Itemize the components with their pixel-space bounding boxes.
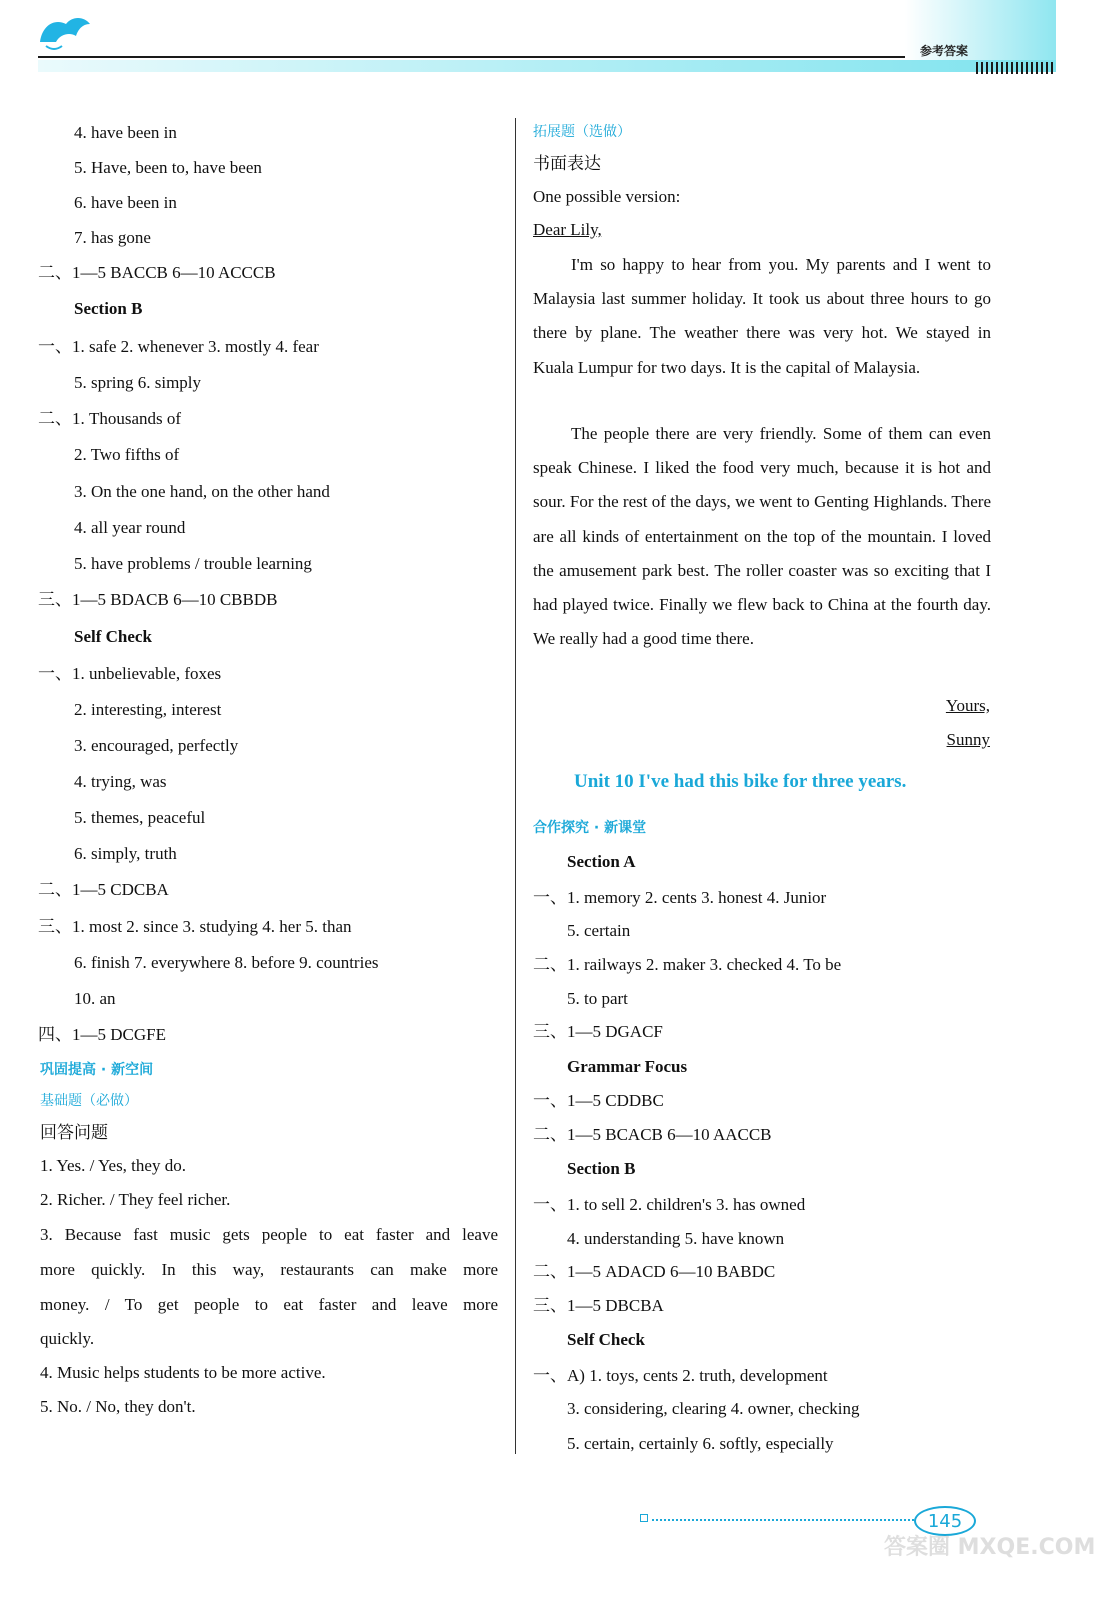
answer-line: 一、1—5 CDDBC — [533, 1091, 664, 1110]
answer-line: 4. have been in — [74, 123, 177, 142]
section-title-cyan: 合作探究 · 新课堂 — [533, 820, 647, 836]
answer-line: 2. Richer. / They feel richer. — [40, 1190, 231, 1209]
header-rule — [38, 56, 972, 58]
answer-line: quickly. — [40, 1329, 95, 1348]
answer-line: 一、1. safe 2. whenever 3. mostly 4. fear — [38, 337, 319, 356]
header-ticks — [976, 62, 1054, 74]
answer-line: 6. have been in — [74, 193, 177, 212]
answer-line: 4. understanding 5. have known — [567, 1229, 785, 1248]
answer-line: 二、1—5 BACCB 6—10 ACCCB — [38, 263, 276, 282]
answer-line: 3. Because fast music gets people to eat faster and leave — [40, 1225, 498, 1244]
section-heading: Section B — [567, 1159, 636, 1178]
header — [0, 0, 1096, 80]
watermark: 答案圈 MXQE.COM — [884, 1535, 1096, 1560]
letter-signature: Sunny — [946, 730, 990, 749]
answer-line: 二、1—5 ADACD 6—10 BABDC — [533, 1262, 776, 1281]
letter-paragraph-2: The people there are very friendly. Some of them can even speak Chinese. I liked the food very much, because it is hot and sour. For the rest of the days, we went to Genting Highlands. There are all kinds of entertainment on the top of the mountain. I loved the amusement park best. The roller coaster was so exciting that I had played twice. Finally we flew back to China at the fourth day. We really had a good time there. — [533, 424, 991, 649]
answer-line: 2. interesting, interest — [74, 700, 222, 719]
version-label: One possible version: — [533, 187, 681, 206]
answer-line: 二、1. Thousands of — [38, 409, 182, 428]
answer-line: 5. Have, been to, have been — [74, 158, 262, 177]
subsection-title-cyan: 拓展题（选做） — [533, 124, 631, 140]
answer-line: 2. Two fifths of — [74, 445, 180, 464]
answer-line: 5. No. / No, they don't. — [40, 1397, 196, 1416]
answer-line: 三、1—5 DBCBA — [533, 1296, 664, 1315]
answer-line: money. / To get people to eat faster and leave more — [40, 1295, 498, 1314]
answer-line: 1. Yes. / Yes, they do. — [40, 1156, 186, 1175]
section-heading: Self Check — [74, 627, 152, 646]
section-heading: Section A — [567, 852, 636, 871]
letter-closing: Yours, — [945, 696, 990, 715]
answer-line: 一、1. to sell 2. children's 3. has owned — [533, 1195, 806, 1214]
section-heading: Grammar Focus — [567, 1057, 688, 1076]
letter-greeting: Dear Lily, — [533, 220, 602, 239]
logo-icon — [36, 12, 92, 54]
answer-line: 3. encouraged, perfectly — [74, 736, 239, 755]
answer-line: 一、A) 1. toys, cents 2. truth, development — [533, 1366, 828, 1385]
section-heading: Section B — [74, 299, 143, 318]
letter-paragraph-1: I'm so happy to hear from you. My parents and I went to Malaysia last summer holiday. It took us about three hours to go there by plane. The weather there was very hot. We stayed in Kuala Lumpur for two days. It is the capital of Malaysia. — [533, 255, 991, 377]
column-divider — [515, 118, 516, 1454]
answer-line: 4. all year round — [74, 518, 186, 537]
task-label: 回答问题 — [40, 1123, 108, 1142]
answer-line: 一、1. unbelievable, foxes — [38, 664, 222, 683]
answer-line: 7. has gone — [74, 228, 151, 247]
answer-line: 三、1—5 DGACF — [533, 1022, 663, 1041]
answer-line: 4. trying, was — [74, 772, 167, 791]
section-heading: Self Check — [567, 1330, 645, 1349]
answer-line: 5. themes, peaceful — [74, 808, 206, 827]
answer-line: 三、1. most 2. since 3. studying 4. her 5. than — [38, 917, 352, 936]
answer-line: 6. finish 7. everywhere 8. before 9. countries — [74, 953, 379, 972]
answer-line: 一、1. memory 2. cents 3. honest 4. Junior — [533, 888, 827, 907]
subsection-title-cyan: 基础题（必做） — [40, 1093, 138, 1109]
answer-line: 四、1—5 DCGFE — [38, 1025, 166, 1044]
answer-line: 5. to part — [567, 989, 628, 1008]
answer-line: 5. certain, certainly 6. softly, especially — [567, 1434, 834, 1453]
section-title-cyan: 巩固提高 · 新空间 — [40, 1062, 154, 1078]
answer-line: more quickly. In this way, restaurants can make more — [40, 1260, 498, 1279]
footer — [0, 1490, 1096, 1600]
answer-line: 二、1—5 CDCBA — [38, 880, 169, 899]
answer-line: 三、1—5 BDACB 6—10 CBBDB — [38, 590, 278, 609]
footer-dotted-rule — [652, 1519, 914, 1521]
answer-line: 二、1. railways 2. maker 3. checked 4. To be — [533, 955, 842, 974]
task-label: 书面表达 — [533, 154, 601, 173]
answer-line: 3. considering, clearing 4. owner, checking — [567, 1399, 860, 1418]
answer-line: 5. spring 6. simply — [74, 373, 202, 392]
unit-title: Unit 10 I've had this bike for three years. — [574, 771, 907, 792]
answer-line: 10. an — [74, 989, 116, 1008]
answer-line: 5. certain — [567, 921, 631, 940]
answer-line: 5. have problems / trouble learning — [74, 554, 312, 573]
answer-line: 3. On the one hand, on the other hand — [74, 482, 330, 501]
header-gradient-band — [38, 60, 1056, 72]
answer-line: 4. Music helps students to be more active. — [40, 1363, 326, 1382]
footer-square-icon — [640, 1514, 648, 1522]
header-label: 参考答案 — [920, 44, 969, 58]
answer-line: 6. simply, truth — [74, 844, 177, 863]
page-number: 145 — [927, 1510, 963, 1532]
answer-line: 二、1—5 BCACB 6—10 AACCB — [533, 1125, 772, 1144]
